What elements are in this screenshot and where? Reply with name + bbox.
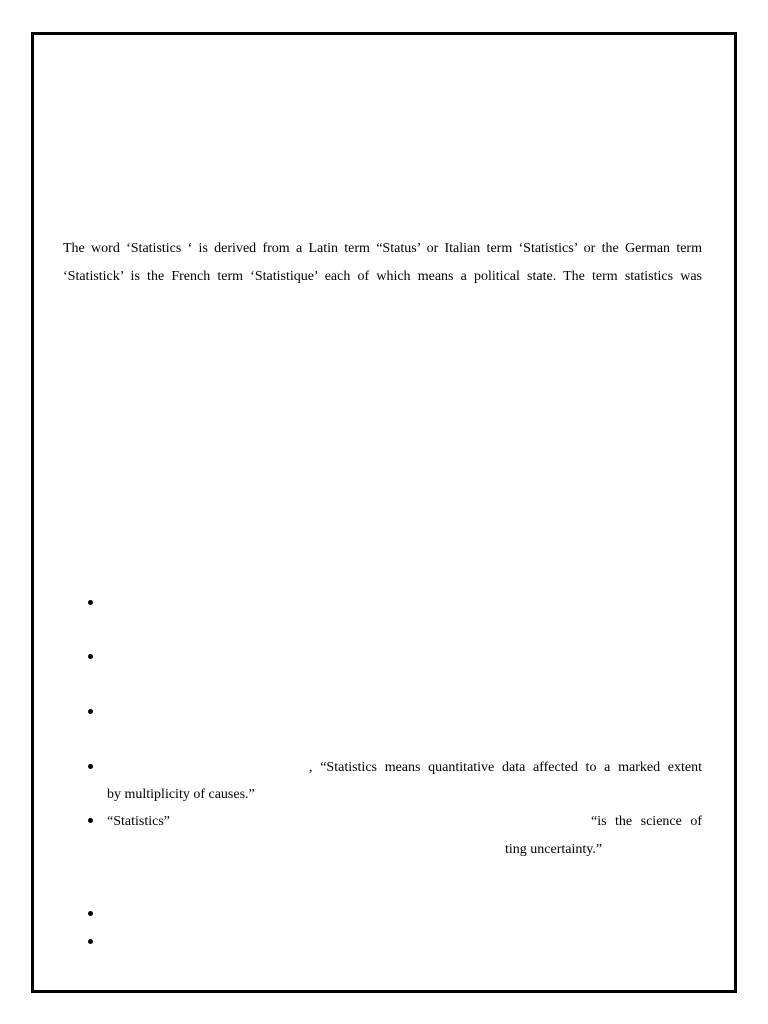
bullet-icon [86, 653, 94, 661]
bullet-5-text-start: “Statistics” [107, 814, 170, 829]
bullet-icon [86, 708, 94, 716]
page-border [31, 32, 737, 993]
bullet-5-text-end: “is the science of [591, 814, 702, 829]
bullet-icon [86, 910, 94, 918]
bullet-icon [86, 599, 94, 607]
intro-text-line-1: The word ‘Statistics ‘ is derived from a Latin term “Status’ or Italian term ‘Statistics’ or the German term [63, 241, 702, 256]
bullet-4-text: , “Statistics means quantitative data affected to a marked extent [309, 760, 702, 775]
bullet-4-continuation: by multiplicity of causes.” [107, 787, 255, 802]
intro-text-line-2: ‘Statistick’ is the French term ‘Statistique’ each of which means a political state. The term statistics was [63, 269, 702, 284]
bullet-icon [86, 817, 94, 825]
bullet-5-continuation: ting uncertainty.” [505, 842, 603, 857]
bullet-icon [86, 938, 94, 946]
bullet-icon [86, 763, 94, 771]
